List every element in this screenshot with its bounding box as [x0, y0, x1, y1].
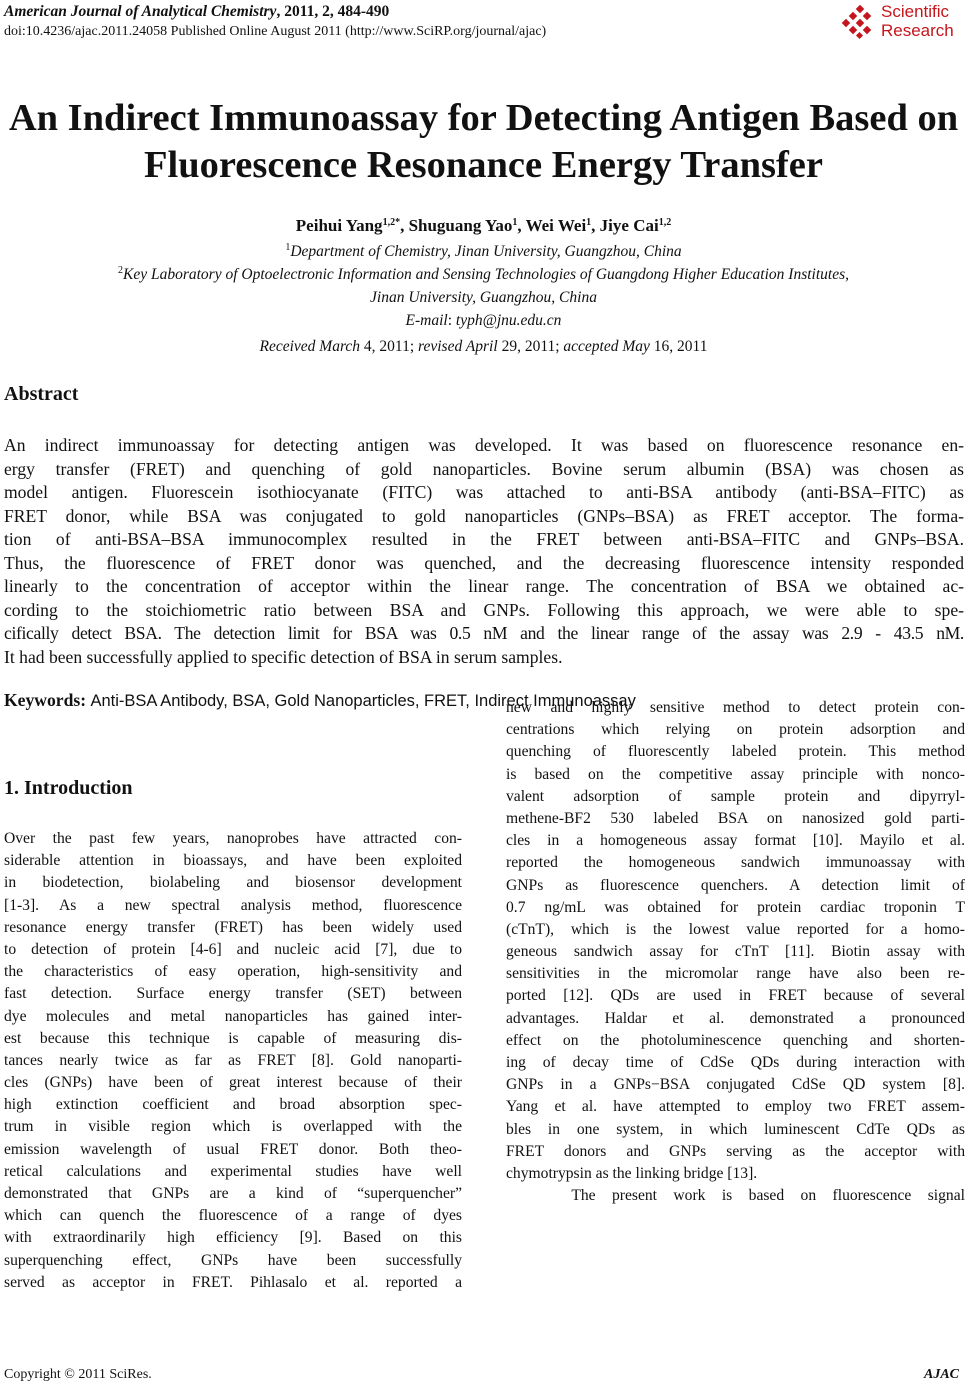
paragraph-line: Yang et al. have attempted to employ two FRET assem-: [506, 1098, 965, 1116]
affiliation-2-continued: Jinan University, Guangzhou, China: [370, 289, 597, 306]
paragraph-line: 0.7 ng/mL was obtained for protein cardiac troponin T: [506, 898, 965, 916]
abstract-line: FRET donor, while BSA was conjugated to gold nanoparticles (GNPs–BSA) as FRET acceptor. The forma-: [4, 505, 964, 526]
paragraph-line: resonance energy transfer (FRET) has been widely used: [4, 918, 462, 936]
paper-title-line2: Fluorescence Resonance Energy Transfer: [144, 144, 823, 186]
paragraph-line: ported [12]. QDs are used in FRET because of several: [506, 987, 965, 1005]
footer-copyright: Copyright © 2011 SciRes.: [4, 1367, 152, 1382]
paragraph-line: the characteristics of easy operation, high-sensitivity and: [4, 963, 462, 981]
author-name: Jiye Cai: [599, 216, 659, 235]
paragraph-line: [1-3]. As a new spectral analysis method, fluorescence: [4, 896, 462, 914]
author-name: Shuguang Yao: [408, 216, 513, 235]
affiliation-2: [0, 264, 967, 286]
paragraph-line: GNPs as fluorescence quenchers. A detection limit of: [506, 876, 965, 894]
paragraph-line: est because this technique is capable of measuring dis-: [4, 1029, 462, 1047]
email-address: typh@jnu.edu.cn: [455, 312, 562, 329]
author-name: Peihui Yang: [295, 216, 383, 235]
affiliation-1: [0, 241, 967, 263]
author-affiliation-mark: 1: [586, 217, 592, 228]
body-column-left: [4, 828, 462, 1294]
journal-volume: , 2011, 2, 484-490: [276, 3, 390, 20]
accepted-label: accepted May: [563, 338, 650, 355]
paragraph-line: advantages. Haldar et al. demonstrated a pronounced: [506, 1009, 965, 1027]
paragraph-line: (cTnT), which is the lowest value reported for a homo-: [506, 920, 965, 938]
received-label: Received March: [259, 338, 361, 355]
paragraph-line: chymotrypsin as the linking bridge [13].: [506, 1164, 758, 1182]
paragraph-line: valent adsorption of sample protein and dipyrryl-: [506, 787, 965, 805]
paragraph-line: FRET donors and GNPs serving as the acceptor with: [506, 1142, 965, 1160]
author-affiliation-mark: 1,2*: [382, 217, 401, 228]
paragraph-line: The present work is based on fluorescence signal: [506, 1187, 965, 1205]
paragraph-line: Over the past few years, nanoprobes have attracted con-: [4, 830, 462, 847]
paragraph-line: new and highly sensitive method to detect protein con-: [506, 699, 965, 716]
paper-title-line1: An Indirect Immunoassay for Detecting Antigen Based on: [8, 97, 959, 139]
affiliation-number: 1: [285, 242, 291, 253]
affiliation-lab: Key Laboratory of Optoelectronic Information and Sensing Technologies of Guangdong Higher Education Institutes,: [122, 266, 849, 283]
paragraph-line: cles (GNPs) have been of great interest because of their: [4, 1074, 462, 1092]
received-date: 4, 2011;: [360, 338, 419, 355]
affiliation-place: , Jinan University, Guangzhou, China: [447, 243, 682, 260]
abstract-line: cording to the stoichiometric ratio between BSA and GNPs. Following this approach, we were able to spe-: [4, 599, 964, 620]
author-separator: ,: [591, 216, 600, 235]
paragraph-line: methene-BF2 530 labeled BSA on nanosized gold parti-: [506, 809, 965, 827]
abstract-body: [4, 434, 964, 669]
paragraph-line: geneous sandwich assay for cTnT [11]. Biotin assay with: [506, 943, 965, 961]
paragraph-line: demonstrated that GNPs are a kind of “superquencher”: [4, 1185, 462, 1202]
abstract-line: cifically detect BSA. The detection limit for BSA was 0.5 nM and the linear range of the assay was 2.9 - 43.5 nM.: [4, 623, 964, 643]
paragraph-line: superquenching effect, GNPs have been successfully: [4, 1251, 462, 1269]
abstract-heading: Abstract: [4, 383, 79, 405]
paragraph-line: fast detection. Surface energy transfer (SET) between: [4, 985, 462, 1003]
keywords-label: Keywords:: [4, 690, 87, 710]
paragraph-line: sensitivities in the micromolar range have also been re-: [506, 965, 965, 983]
author-list: [0, 215, 967, 237]
paragraph-line: ing of decay time of CdSe QDs during interaction with: [506, 1054, 965, 1071]
paragraph-line: served as acceptor in FRET. Pihlasalo et al. reported a: [4, 1273, 462, 1291]
abstract-line: An indirect immunoassay for detecting antigen was developed. It was based on fluorescence resonance en-: [4, 435, 964, 455]
abstract-line: linearly to the concentration of acceptor within the linear range. The concentration of BSA we obtained ac-: [4, 576, 964, 596]
abstract-line: model antigen. Fluorescein isothiocyanate (FITC) was attached to anti-BSA antibody (anti-BSA–FITC) as: [4, 482, 964, 502]
author-separator: ,: [517, 216, 526, 235]
keywords-value: Anti-BSA Antibody, BSA, Gold Nanoparticles, FRET, Indirect Immunoassay: [90, 692, 636, 710]
paragraph-line: centrations which relying on protein adsorption and: [506, 721, 965, 739]
author-name: Wei Wei: [525, 216, 587, 235]
abstract-line: Thus, the fluorescence of FRET donor was quenched, and the decreasing fluorescence intensity responded: [4, 552, 964, 573]
paragraph-line: which can quench the fluorescence of a range of dyes: [4, 1207, 462, 1225]
paragraph-line: tances nearly twice as far as FRET [8]. Gold nanoparti-: [4, 1051, 462, 1069]
affiliation-number: 2: [117, 265, 123, 276]
logo-text-line2: Research: [881, 21, 954, 40]
contact-email: [0, 310, 967, 332]
paragraph-line: GNPs in a GNPs−BSA conjugated CdSe QD system [8].: [506, 1076, 965, 1094]
paragraph-line: reported the homogeneous sandwich immunoassay with: [506, 854, 965, 872]
abstract-line: tion of anti-BSA–BSA immunocomplex resulted in the FRET between anti-BSA–FITC and GNPs–BSA.: [4, 529, 964, 549]
footer-journal-abbrev: AJAC: [923, 1367, 959, 1382]
journal-name: American Journal of Analytical Chemistry: [4, 3, 277, 20]
paragraph-line: to detection of protein [4-6] and nucleic acid [7], due to: [4, 940, 462, 958]
doi-line: doi:10.4236/ajac.2011.24058 Published Online August 2011 (http://www.SciRP.org/journal/ajac): [4, 24, 547, 39]
received-dates: [0, 336, 967, 358]
revised-date: 29, 2011;: [497, 338, 564, 355]
section-heading-introduction: 1. Introduction: [4, 777, 133, 799]
abstract-line: It had been successfully applied to specific detection of BSA in serum samples.: [4, 646, 563, 667]
abstract-line: ergy transfer (FRET) and quenching of gold nanoparticles. Bovine serum albumin (BSA) was chosen as: [4, 458, 964, 479]
paragraph-line: retical calculations and experimental studies have well: [4, 1162, 462, 1180]
paragraph-line: quenching of fluorescently labeled protein. This method: [506, 743, 965, 761]
author-separator: ,: [400, 216, 409, 235]
affiliation-dept: Department of Chemistry: [290, 243, 448, 260]
paragraph-line: bles in one system, in which luminescent CdTe QDs as: [506, 1120, 965, 1138]
paper-title: [0, 95, 967, 189]
author-affiliation-mark: 1,2: [658, 217, 672, 228]
paragraph-line: emission wavelength of usual FRET donor. Both theo-: [4, 1140, 462, 1158]
paragraph-line: effect on the photoluminescence quenching and shorten-: [506, 1031, 965, 1049]
logo-text-line1: Scientific: [881, 2, 950, 21]
paragraph-line: with extraordinarily high efficiency [9]. Based on this: [4, 1229, 462, 1247]
revised-label: revised April: [418, 338, 498, 355]
email-label: E-mail: [405, 312, 448, 329]
author-affiliation-mark: 1: [512, 217, 518, 228]
accepted-date: 16, 2011: [649, 338, 708, 355]
paragraph-line: siderable attention in bioassays, and have been exploited: [4, 852, 462, 870]
paragraph-line: is based on the competitive assay principle with nonco-: [506, 765, 965, 783]
journal-citation: [4, 2, 389, 22]
paragraph-line: trum in visible region which is overlapped with the: [4, 1118, 462, 1136]
paragraph-line: dye molecules and metal nanoparticles has gained inter-: [4, 1007, 462, 1025]
paragraph-line: in biodetection, biolabeling and biosensor development: [4, 874, 462, 892]
paragraph-line: high extinction coefficient and broad absorption spec-: [4, 1096, 462, 1114]
publisher-logo: [841, 2, 959, 44]
paragraph-line: cles in a homogeneous assay format [10]. Mayilo et al.: [506, 832, 965, 850]
body-column-right: [506, 697, 965, 1207]
publisher-logo-icon: [841, 4, 877, 40]
email-separator: :: [447, 312, 456, 329]
